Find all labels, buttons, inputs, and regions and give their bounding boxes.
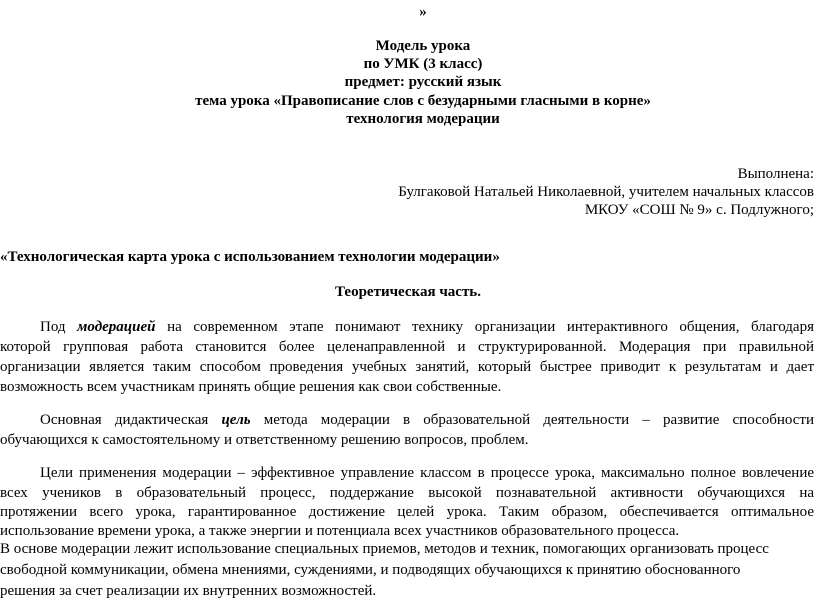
header-title: Модель урока [375, 38, 471, 54]
header-umk: по УМК (3 класс) [363, 56, 483, 72]
p4-line3: решения за счет реализации их внутренних возможностей. [0, 583, 377, 599]
header-topic: тема урока «Правописание слов с безударными гласными в корне» [195, 93, 651, 109]
author-name: Булгаковой Натальей Николаевной, учителем начальных классов [398, 184, 814, 200]
subsection-title: Теоретическая часть. [334, 284, 481, 300]
p1-term-moderation: модерацией [77, 319, 156, 335]
p4-line1: В основе модерации лежит использование специальных приемов, методов и техник, помогающих организовать процесс [0, 541, 769, 557]
p2-term-goal: цель [221, 412, 251, 428]
p1-line1-post: на современном этапе понимают технику организации интерактивного общения, благодаря [155, 319, 814, 335]
p4-line2: свободной коммуникации, обмена мнениями, суждениями, и подводящих обучающихся к принятию обоснованного [0, 562, 741, 578]
p3-line2: всех учеников в образовательный процесс, поддержание высокой познавательной активности обучающихся на [0, 485, 814, 501]
p2-line1 [40, 411, 814, 429]
author-label: Выполнена: [737, 166, 814, 182]
p1-line3: организации является таким способом проведения учебных занятий, который быстрее приводит к результатам и дает [0, 359, 814, 375]
p1-line1 [40, 318, 814, 336]
p2-line1-pre: Основная дидактическая [40, 412, 222, 428]
header-quote-mark: » [419, 4, 427, 20]
p1-line1-pre: Под [40, 319, 78, 335]
p3-line3: протяжении всего урока, гарантированное достижение целей урока. Таким образом, обеспечивается оптимальное [0, 504, 814, 520]
author-school: МКОУ «СОШ № 9» с. Подлужного; [584, 202, 814, 218]
p2-line2: обучающихся к самостоятельному и ответственному решению вопросов, проблем. [0, 432, 529, 448]
p3-line4: использование времени урока, а также энергии и потенциала всех участников образовательного процесса. [0, 523, 680, 539]
header-subject: предмет: русский язык [344, 74, 502, 90]
section-title: «Технологическая карта урока с использованием технологии модерации» [0, 249, 500, 265]
p3-line1: Цели применения модерации – эффективное управление классом в процессе урока, максимально полное вовлечение [40, 465, 814, 481]
p2-line1-post: метода модерации в образовательной деятельности – развитие способности [250, 412, 815, 428]
p1-line4: возможность всем участникам принять общие решения как свои собственные. [0, 379, 502, 395]
header-technology: технология модерации [346, 111, 500, 127]
p1-line2: которой групповая работа становится более целенаправленной и структурированной. Модерация при правильной [0, 339, 814, 355]
